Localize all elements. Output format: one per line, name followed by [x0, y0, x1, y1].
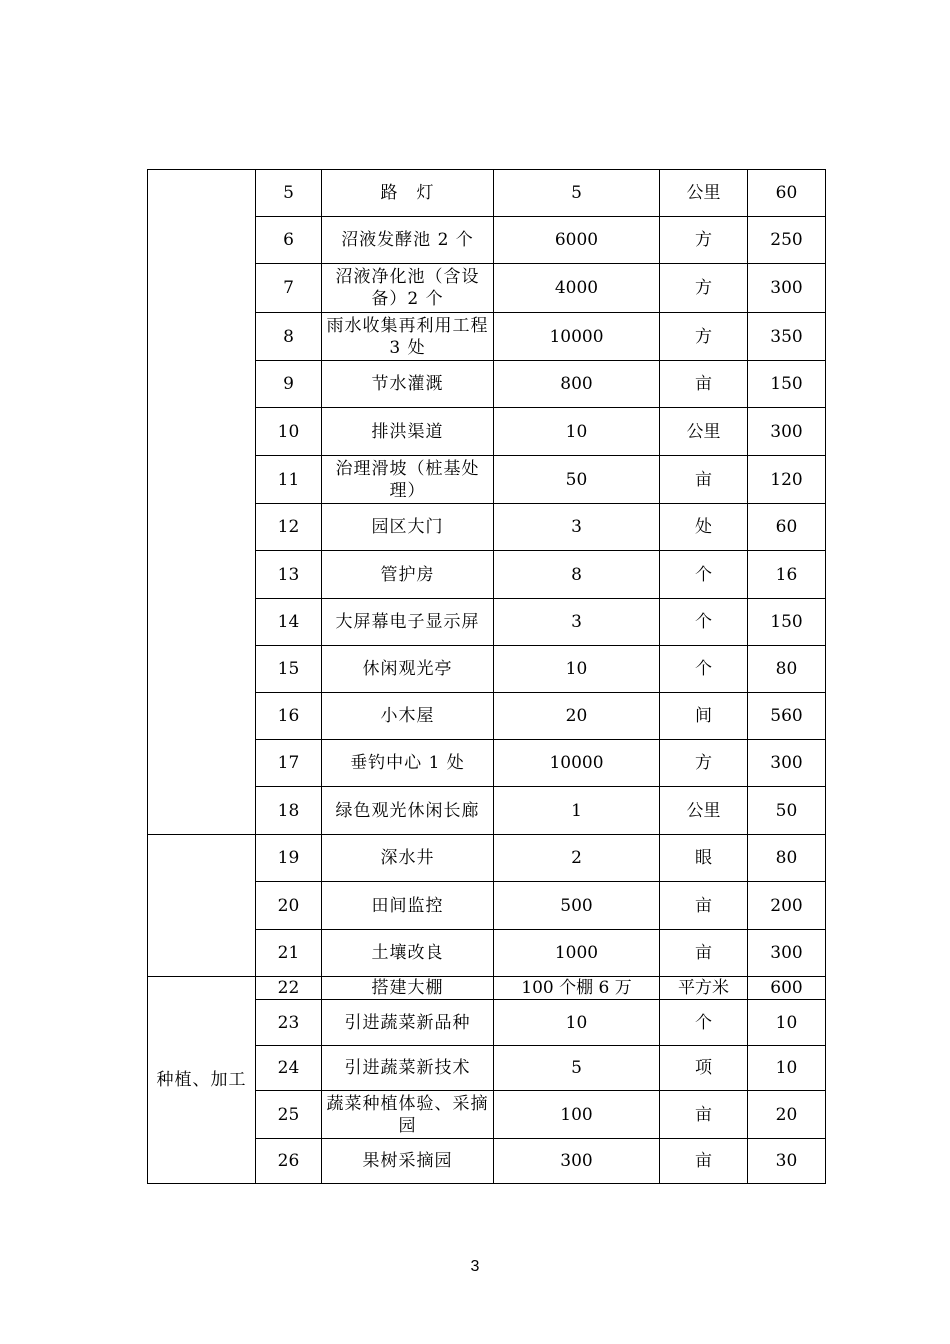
item-name-cell: 土壤改良 — [322, 930, 494, 977]
quantity-cell: 800 — [494, 361, 660, 408]
amount-cell: 300 — [748, 408, 826, 456]
item-name-cell: 垂钓中心 1 处 — [322, 740, 494, 787]
row-number-cell: 23 — [256, 1000, 322, 1046]
item-name-cell: 管护房 — [322, 551, 494, 599]
item-name-cell: 沼液发酵池 2 个 — [322, 217, 494, 264]
quantity-cell: 4000 — [494, 264, 660, 313]
unit-cell: 方 — [660, 264, 748, 313]
quantity-cell: 10 — [494, 408, 660, 456]
row-number-cell: 21 — [256, 930, 322, 977]
category-cell — [148, 170, 256, 835]
row-number-cell: 18 — [256, 787, 322, 835]
quantity-cell: 100 — [494, 1091, 660, 1139]
project-table — [147, 169, 826, 1184]
amount-cell: 60 — [748, 504, 826, 551]
quantity-cell: 100 个棚 6 万 — [494, 977, 660, 1000]
item-name-cell: 路 灯 — [322, 170, 494, 217]
category-cell: 种植、加工 — [148, 977, 256, 1184]
amount-cell: 120 — [748, 456, 826, 504]
quantity-cell: 50 — [494, 456, 660, 504]
amount-cell: 80 — [748, 835, 826, 882]
row-number-cell: 20 — [256, 882, 322, 930]
unit-cell: 个 — [660, 551, 748, 599]
amount-cell: 300 — [748, 740, 826, 787]
row-number-cell: 11 — [256, 456, 322, 504]
table-body — [148, 170, 826, 1184]
unit-cell: 间 — [660, 693, 748, 740]
amount-cell: 20 — [748, 1091, 826, 1139]
unit-cell: 方 — [660, 740, 748, 787]
unit-cell: 公里 — [660, 170, 748, 217]
quantity-cell: 3 — [494, 504, 660, 551]
item-name-cell: 排洪渠道 — [322, 408, 494, 456]
amount-cell: 30 — [748, 1139, 826, 1184]
row-number-cell: 24 — [256, 1046, 322, 1091]
unit-cell: 个 — [660, 599, 748, 646]
item-name-cell: 园区大门 — [322, 504, 494, 551]
item-name-cell: 蔬菜种植体验、采摘园 — [322, 1091, 494, 1139]
amount-cell: 300 — [748, 930, 826, 977]
amount-cell: 150 — [748, 599, 826, 646]
item-name-cell: 休闲观光亭 — [322, 646, 494, 693]
quantity-cell: 5 — [494, 170, 660, 217]
table-row — [148, 170, 826, 217]
item-name-cell: 深水井 — [322, 835, 494, 882]
quantity-cell: 10 — [494, 646, 660, 693]
amount-cell: 60 — [748, 170, 826, 217]
table-row — [148, 977, 826, 1000]
amount-cell: 250 — [748, 217, 826, 264]
quantity-cell: 6000 — [494, 217, 660, 264]
row-number-cell: 19 — [256, 835, 322, 882]
unit-cell: 公里 — [660, 787, 748, 835]
unit-cell: 项 — [660, 1046, 748, 1091]
item-name-cell: 绿色观光休闲长廊 — [322, 787, 494, 835]
amount-cell: 200 — [748, 882, 826, 930]
item-name-cell: 引进蔬菜新品种 — [322, 1000, 494, 1046]
row-number-cell: 25 — [256, 1091, 322, 1139]
unit-cell: 亩 — [660, 1139, 748, 1184]
amount-cell: 50 — [748, 787, 826, 835]
unit-cell: 处 — [660, 504, 748, 551]
unit-cell: 亩 — [660, 456, 748, 504]
quantity-cell: 10000 — [494, 740, 660, 787]
amount-cell: 16 — [748, 551, 826, 599]
unit-cell: 亩 — [660, 882, 748, 930]
row-number-cell: 6 — [256, 217, 322, 264]
item-name-cell: 节水灌溉 — [322, 361, 494, 408]
quantity-cell: 20 — [494, 693, 660, 740]
quantity-cell: 3 — [494, 599, 660, 646]
unit-cell: 眼 — [660, 835, 748, 882]
unit-cell: 平方米 — [660, 977, 748, 1000]
unit-cell: 亩 — [660, 1091, 748, 1139]
quantity-cell: 10 — [494, 1000, 660, 1046]
unit-cell: 方 — [660, 217, 748, 264]
item-name-cell: 沼液净化池（含设备）2 个 — [322, 264, 494, 313]
amount-cell: 600 — [748, 977, 826, 1000]
amount-cell: 300 — [748, 264, 826, 313]
quantity-cell: 500 — [494, 882, 660, 930]
amount-cell: 10 — [748, 1000, 826, 1046]
amount-cell: 80 — [748, 646, 826, 693]
quantity-cell: 1 — [494, 787, 660, 835]
row-number-cell: 22 — [256, 977, 322, 1000]
quantity-cell: 300 — [494, 1139, 660, 1184]
quantity-cell: 10000 — [494, 313, 660, 361]
page-number: 3 — [470, 1258, 480, 1275]
row-number-cell: 26 — [256, 1139, 322, 1184]
row-number-cell: 17 — [256, 740, 322, 787]
item-name-cell: 治理滑坡（桩基处理） — [322, 456, 494, 504]
row-number-cell: 10 — [256, 408, 322, 456]
unit-cell: 个 — [660, 1000, 748, 1046]
unit-cell: 个 — [660, 646, 748, 693]
item-name-cell: 大屏幕电子显示屏 — [322, 599, 494, 646]
row-number-cell: 12 — [256, 504, 322, 551]
quantity-cell: 8 — [494, 551, 660, 599]
row-number-cell: 16 — [256, 693, 322, 740]
amount-cell: 560 — [748, 693, 826, 740]
item-name-cell: 引进蔬菜新技术 — [322, 1046, 494, 1091]
item-name-cell: 雨水收集再利用工程 3 处 — [322, 313, 494, 361]
item-name-cell: 搭建大棚 — [322, 977, 494, 1000]
amount-cell: 10 — [748, 1046, 826, 1091]
row-number-cell: 13 — [256, 551, 322, 599]
quantity-cell: 2 — [494, 835, 660, 882]
row-number-cell: 5 — [256, 170, 322, 217]
row-number-cell: 15 — [256, 646, 322, 693]
amount-cell: 150 — [748, 361, 826, 408]
unit-cell: 方 — [660, 313, 748, 361]
unit-cell: 亩 — [660, 361, 748, 408]
amount-cell: 350 — [748, 313, 826, 361]
quantity-cell: 5 — [494, 1046, 660, 1091]
row-number-cell: 9 — [256, 361, 322, 408]
category-cell — [148, 835, 256, 977]
item-name-cell: 小木屋 — [322, 693, 494, 740]
table-row — [148, 835, 826, 882]
unit-cell: 亩 — [660, 930, 748, 977]
row-number-cell: 14 — [256, 599, 322, 646]
row-number-cell: 7 — [256, 264, 322, 313]
row-number-cell: 8 — [256, 313, 322, 361]
quantity-cell: 1000 — [494, 930, 660, 977]
item-name-cell: 田间监控 — [322, 882, 494, 930]
item-name-cell: 果树采摘园 — [322, 1139, 494, 1184]
unit-cell: 公里 — [660, 408, 748, 456]
